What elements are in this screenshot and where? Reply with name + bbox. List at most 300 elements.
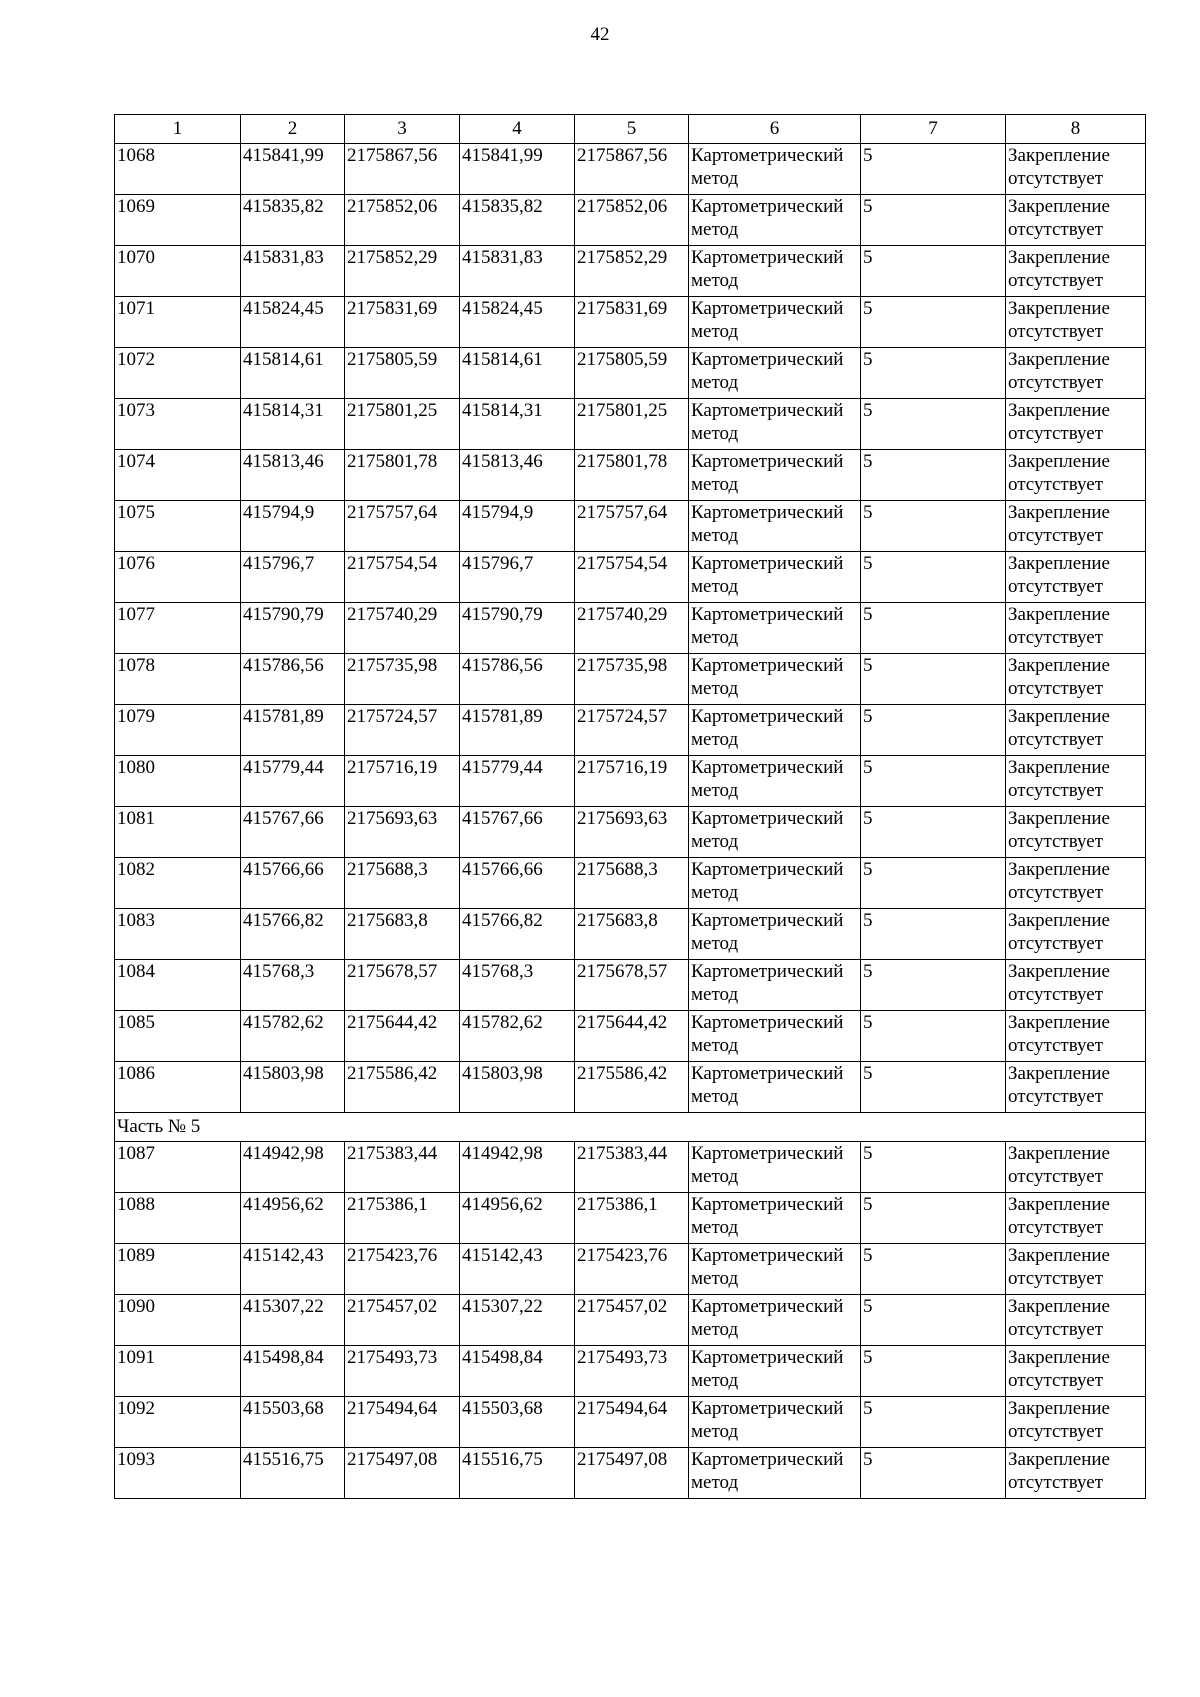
table-row	[115, 1062, 1146, 1113]
y-coord-cell: 2175754,54	[575, 552, 689, 603]
table-row	[115, 297, 1146, 348]
accuracy-cell: 5	[861, 654, 1006, 705]
table-row	[115, 705, 1146, 756]
method-cell	[689, 1448, 861, 1499]
accuracy-cell: 5	[861, 297, 1006, 348]
method-cell	[689, 1011, 861, 1062]
fixing-line: Закрепление	[1008, 1245, 1110, 1266]
method-line: Картометрический	[691, 1245, 844, 1266]
point-number-cell: 1072	[115, 348, 241, 399]
method-cell	[689, 1397, 861, 1448]
method-line: Картометрический	[691, 247, 844, 268]
fixing-line: Закрепление	[1008, 808, 1110, 829]
fixing-line: Закрепление	[1008, 1449, 1110, 1470]
method-cell	[689, 552, 861, 603]
accuracy-cell: 5	[861, 246, 1006, 297]
y-coord-cell: 2175754,54	[345, 552, 460, 603]
x-coord-cell: 415814,31	[460, 399, 575, 450]
x-coord-cell: 415790,79	[241, 603, 345, 654]
method-line: Картометрический	[691, 451, 844, 472]
x-coord-cell: 415796,7	[460, 552, 575, 603]
fixing-line: Закрепление	[1008, 706, 1110, 727]
fixing-line: отсутствует	[1008, 1319, 1104, 1340]
fixing-cell	[1006, 246, 1146, 297]
method-line: метод	[691, 1421, 739, 1442]
x-coord-cell: 415803,98	[241, 1062, 345, 1113]
fixing-cell	[1006, 501, 1146, 552]
method-line: метод	[691, 780, 739, 801]
method-line: метод	[691, 1166, 739, 1187]
method-line: метод	[691, 627, 739, 648]
fixing-line: Закрепление	[1008, 1063, 1110, 1084]
y-coord-cell: 2175457,02	[345, 1295, 460, 1346]
fixing-line: Закрепление	[1008, 1398, 1110, 1419]
x-coord-cell: 415766,82	[241, 909, 345, 960]
fixing-line: Закрепление	[1008, 349, 1110, 370]
fixing-cell	[1006, 909, 1146, 960]
y-coord-cell: 2175867,56	[345, 144, 460, 195]
fixing-line: отсутствует	[1008, 729, 1104, 750]
method-line: метод	[691, 168, 739, 189]
method-line: метод	[691, 933, 739, 954]
fixing-line: отсутствует	[1008, 882, 1104, 903]
method-cell	[689, 1244, 861, 1295]
method-line: Картометрический	[691, 808, 844, 829]
point-number-cell: 1069	[115, 195, 241, 246]
method-cell	[689, 705, 861, 756]
accuracy-cell: 5	[861, 195, 1006, 246]
y-coord-cell: 2175852,29	[575, 246, 689, 297]
method-line: Картометрический	[691, 1347, 844, 1368]
x-coord-cell: 415503,68	[241, 1397, 345, 1448]
method-cell	[689, 450, 861, 501]
table-row	[115, 756, 1146, 807]
y-coord-cell: 2175716,19	[575, 756, 689, 807]
y-coord-cell: 2175386,1	[345, 1193, 460, 1244]
table-row	[115, 1011, 1146, 1062]
point-number-cell: 1090	[115, 1295, 241, 1346]
y-coord-cell: 2175805,59	[345, 348, 460, 399]
fixing-cell	[1006, 450, 1146, 501]
fixing-line: Закрепление	[1008, 145, 1110, 166]
method-cell	[689, 348, 861, 399]
accuracy-cell: 5	[861, 1011, 1006, 1062]
accuracy-cell: 5	[861, 1397, 1006, 1448]
y-coord-cell: 2175678,57	[345, 960, 460, 1011]
coordinates-table	[114, 114, 1146, 1499]
y-coord-cell: 2175801,78	[575, 450, 689, 501]
x-coord-cell: 415516,75	[241, 1448, 345, 1499]
accuracy-cell: 5	[861, 1448, 1006, 1499]
y-coord-cell: 2175716,19	[345, 756, 460, 807]
fixing-cell	[1006, 705, 1146, 756]
method-line: метод	[691, 678, 739, 699]
x-coord-cell: 415766,66	[460, 858, 575, 909]
method-cell	[689, 603, 861, 654]
x-coord-cell: 415814,61	[460, 348, 575, 399]
fixing-line: отсутствует	[1008, 1421, 1104, 1442]
method-line: метод	[691, 576, 739, 597]
fixing-line: отсутствует	[1008, 1166, 1104, 1187]
fixing-line: отсутствует	[1008, 1472, 1104, 1493]
section-title-row	[115, 1113, 1146, 1142]
point-number-cell: 1076	[115, 552, 241, 603]
y-coord-cell: 2175724,57	[345, 705, 460, 756]
y-coord-cell: 2175457,02	[575, 1295, 689, 1346]
page-number: 42	[590, 24, 610, 45]
table-row	[115, 1244, 1146, 1295]
method-line: Картометрический	[691, 349, 844, 370]
method-line: метод	[691, 525, 739, 546]
x-coord-cell: 415831,83	[460, 246, 575, 297]
y-coord-cell: 2175740,29	[345, 603, 460, 654]
method-line: Картометрический	[691, 655, 844, 676]
fixing-line: отсутствует	[1008, 780, 1104, 801]
y-coord-cell: 2175852,06	[345, 195, 460, 246]
y-coord-cell: 2175678,57	[575, 960, 689, 1011]
fixing-cell	[1006, 1193, 1146, 1244]
y-coord-cell: 2175693,63	[575, 807, 689, 858]
fixing-line: отсутствует	[1008, 219, 1104, 240]
method-line: Картометрический	[691, 1296, 844, 1317]
method-line: Картометрический	[691, 961, 844, 982]
column-header: 1	[115, 115, 241, 144]
y-coord-cell: 2175735,98	[345, 654, 460, 705]
fixing-line: отсутствует	[1008, 627, 1104, 648]
column-header: 5	[575, 115, 689, 144]
fixing-line: отсутствует	[1008, 984, 1104, 1005]
table-row	[115, 858, 1146, 909]
fixing-line: отсутствует	[1008, 1370, 1104, 1391]
fixing-line: Закрепление	[1008, 298, 1110, 319]
accuracy-cell: 5	[861, 960, 1006, 1011]
table-row	[115, 1295, 1146, 1346]
fixing-cell	[1006, 603, 1146, 654]
method-line: метод	[691, 1035, 739, 1056]
y-coord-cell: 2175867,56	[575, 144, 689, 195]
y-coord-cell: 2175724,57	[575, 705, 689, 756]
fixing-line: Закрепление	[1008, 502, 1110, 523]
table-row	[115, 1142, 1146, 1193]
fixing-line: отсутствует	[1008, 372, 1104, 393]
point-number-cell: 1068	[115, 144, 241, 195]
fixing-cell	[1006, 807, 1146, 858]
column-header: 2	[241, 115, 345, 144]
x-coord-cell: 415142,43	[241, 1244, 345, 1295]
method-cell	[689, 1142, 861, 1193]
table-row	[115, 399, 1146, 450]
point-number-cell: 1073	[115, 399, 241, 450]
table-row	[115, 909, 1146, 960]
fixing-line: отсутствует	[1008, 168, 1104, 189]
x-coord-cell: 415794,9	[460, 501, 575, 552]
method-line: метод	[691, 1268, 739, 1289]
table-row	[115, 552, 1146, 603]
y-coord-cell: 2175644,42	[575, 1011, 689, 1062]
header-row	[115, 115, 1146, 144]
x-coord-cell: 415767,66	[241, 807, 345, 858]
method-cell	[689, 144, 861, 195]
fixing-line: отсутствует	[1008, 270, 1104, 291]
table-row	[115, 807, 1146, 858]
method-line: метод	[691, 1370, 739, 1391]
method-cell	[689, 399, 861, 450]
fixing-line: отсутствует	[1008, 321, 1104, 342]
x-coord-cell: 415307,22	[241, 1295, 345, 1346]
method-line: Картометрический	[691, 1449, 844, 1470]
y-coord-cell: 2175831,69	[345, 297, 460, 348]
method-line: Картометрический	[691, 1143, 844, 1164]
fixing-line: отсутствует	[1008, 1268, 1104, 1289]
x-coord-cell: 415841,99	[460, 144, 575, 195]
fixing-cell	[1006, 297, 1146, 348]
accuracy-cell: 5	[861, 909, 1006, 960]
fixing-line: Закрепление	[1008, 961, 1110, 982]
y-coord-cell: 2175801,25	[345, 399, 460, 450]
x-coord-cell: 415835,82	[460, 195, 575, 246]
table-row	[115, 1193, 1146, 1244]
method-line: метод	[691, 474, 739, 495]
point-number-cell: 1086	[115, 1062, 241, 1113]
fixing-line: отсутствует	[1008, 576, 1104, 597]
y-coord-cell: 2175852,06	[575, 195, 689, 246]
method-line: метод	[691, 984, 739, 1005]
fixing-cell	[1006, 1062, 1146, 1113]
y-coord-cell: 2175740,29	[575, 603, 689, 654]
x-coord-cell: 415831,83	[241, 246, 345, 297]
x-coord-cell: 415782,62	[460, 1011, 575, 1062]
y-coord-cell: 2175683,8	[345, 909, 460, 960]
y-coord-cell: 2175683,8	[575, 909, 689, 960]
accuracy-cell: 5	[861, 603, 1006, 654]
method-line: метод	[691, 270, 739, 291]
fixing-cell	[1006, 1142, 1146, 1193]
y-coord-cell: 2175494,64	[345, 1397, 460, 1448]
fixing-line: отсутствует	[1008, 474, 1104, 495]
method-line: метод	[691, 831, 739, 852]
x-coord-cell: 414942,98	[460, 1142, 575, 1193]
method-cell	[689, 501, 861, 552]
method-line: Картометрический	[691, 1398, 844, 1419]
y-coord-cell: 2175831,69	[575, 297, 689, 348]
point-number-cell: 1092	[115, 1397, 241, 1448]
y-coord-cell: 2175386,1	[575, 1193, 689, 1244]
method-line: Картометрический	[691, 298, 844, 319]
accuracy-cell: 5	[861, 1346, 1006, 1397]
accuracy-cell: 5	[861, 756, 1006, 807]
method-line: метод	[691, 1319, 739, 1340]
method-line: Картометрический	[691, 145, 844, 166]
y-coord-cell: 2175497,08	[575, 1448, 689, 1499]
x-coord-cell: 415516,75	[460, 1448, 575, 1499]
fixing-line: Закрепление	[1008, 757, 1110, 778]
x-coord-cell: 414956,62	[241, 1193, 345, 1244]
column-header: 8	[1006, 115, 1146, 144]
method-cell	[689, 1295, 861, 1346]
column-header: 4	[460, 115, 575, 144]
point-number-cell: 1082	[115, 858, 241, 909]
fixing-line: Закрепление	[1008, 400, 1110, 421]
x-coord-cell: 415142,43	[460, 1244, 575, 1295]
method-line: Картометрический	[691, 553, 844, 574]
point-number-cell: 1091	[115, 1346, 241, 1397]
accuracy-cell: 5	[861, 1062, 1006, 1113]
method-line: Картометрический	[691, 1194, 844, 1215]
accuracy-cell: 5	[861, 501, 1006, 552]
fixing-cell	[1006, 1295, 1146, 1346]
accuracy-cell: 5	[861, 1295, 1006, 1346]
x-coord-cell: 415824,45	[460, 297, 575, 348]
fixing-line: отсутствует	[1008, 1086, 1104, 1107]
column-header: 6	[689, 115, 861, 144]
x-coord-cell: 415766,82	[460, 909, 575, 960]
fixing-line: Закрепление	[1008, 451, 1110, 472]
method-cell	[689, 756, 861, 807]
fixing-cell	[1006, 654, 1146, 705]
fixing-cell	[1006, 858, 1146, 909]
x-coord-cell: 415814,31	[241, 399, 345, 450]
y-coord-cell: 2175757,64	[345, 501, 460, 552]
x-coord-cell: 415796,7	[241, 552, 345, 603]
table-row	[115, 450, 1146, 501]
fixing-line: Закрепление	[1008, 1194, 1110, 1215]
method-cell	[689, 909, 861, 960]
method-line: метод	[691, 423, 739, 444]
fixing-line: отсутствует	[1008, 678, 1104, 699]
x-coord-cell: 415790,79	[460, 603, 575, 654]
table-row	[115, 501, 1146, 552]
y-coord-cell: 2175494,64	[575, 1397, 689, 1448]
accuracy-cell: 5	[861, 705, 1006, 756]
point-number-cell: 1074	[115, 450, 241, 501]
x-coord-cell: 415768,3	[241, 960, 345, 1011]
y-coord-cell: 2175383,44	[575, 1142, 689, 1193]
fixing-cell	[1006, 960, 1146, 1011]
y-coord-cell: 2175493,73	[575, 1346, 689, 1397]
method-line: Картометрический	[691, 859, 844, 880]
x-coord-cell: 415813,46	[460, 450, 575, 501]
method-line: Картометрический	[691, 196, 844, 217]
point-number-cell: 1088	[115, 1193, 241, 1244]
method-line: метод	[691, 219, 739, 240]
point-number-cell: 1087	[115, 1142, 241, 1193]
point-number-cell: 1093	[115, 1448, 241, 1499]
y-coord-cell: 2175801,78	[345, 450, 460, 501]
x-coord-cell: 415841,99	[241, 144, 345, 195]
fixing-line: отсутствует	[1008, 933, 1104, 954]
method-cell	[689, 858, 861, 909]
x-coord-cell: 415498,84	[460, 1346, 575, 1397]
fixing-cell	[1006, 1346, 1146, 1397]
accuracy-cell: 5	[861, 450, 1006, 501]
method-cell	[689, 654, 861, 705]
method-line: Картометрический	[691, 910, 844, 931]
fixing-line: Закрепление	[1008, 247, 1110, 268]
accuracy-cell: 5	[861, 807, 1006, 858]
point-number-cell: 1080	[115, 756, 241, 807]
fixing-cell	[1006, 1244, 1146, 1295]
accuracy-cell: 5	[861, 348, 1006, 399]
point-number-cell: 1081	[115, 807, 241, 858]
point-number-cell: 1084	[115, 960, 241, 1011]
fixing-line: отсутствует	[1008, 525, 1104, 546]
y-coord-cell: 2175586,42	[575, 1062, 689, 1113]
x-coord-cell: 415803,98	[460, 1062, 575, 1113]
y-coord-cell: 2175801,25	[575, 399, 689, 450]
table-body	[115, 144, 1146, 1499]
fixing-cell	[1006, 1397, 1146, 1448]
x-coord-cell: 415503,68	[460, 1397, 575, 1448]
point-number-cell: 1075	[115, 501, 241, 552]
column-header: 3	[345, 115, 460, 144]
x-coord-cell: 415781,89	[460, 705, 575, 756]
table-row	[115, 195, 1146, 246]
x-coord-cell: 415307,22	[460, 1295, 575, 1346]
fixing-cell	[1006, 348, 1146, 399]
x-coord-cell: 415814,61	[241, 348, 345, 399]
method-line: метод	[691, 882, 739, 903]
method-line: метод	[691, 729, 739, 750]
point-number-cell: 1077	[115, 603, 241, 654]
y-coord-cell: 2175735,98	[575, 654, 689, 705]
method-cell	[689, 297, 861, 348]
x-coord-cell: 415767,66	[460, 807, 575, 858]
table-row	[115, 960, 1146, 1011]
fixing-line: отсутствует	[1008, 423, 1104, 444]
fixing-line: Закрепление	[1008, 859, 1110, 880]
fixing-line: Закрепление	[1008, 1143, 1110, 1164]
table-row	[115, 1448, 1146, 1499]
method-cell	[689, 195, 861, 246]
accuracy-cell: 5	[861, 1142, 1006, 1193]
method-cell	[689, 246, 861, 297]
column-header: 7	[861, 115, 1006, 144]
y-coord-cell: 2175423,76	[345, 1244, 460, 1295]
accuracy-cell: 5	[861, 858, 1006, 909]
x-coord-cell: 415813,46	[241, 450, 345, 501]
fixing-line: Закрепление	[1008, 553, 1110, 574]
y-coord-cell: 2175688,3	[345, 858, 460, 909]
y-coord-cell: 2175493,73	[345, 1346, 460, 1397]
accuracy-cell: 5	[861, 1193, 1006, 1244]
point-number-cell: 1071	[115, 297, 241, 348]
table-header	[115, 115, 1146, 144]
method-line: Картометрический	[691, 757, 844, 778]
y-coord-cell: 2175423,76	[575, 1244, 689, 1295]
fixing-line: Закрепление	[1008, 655, 1110, 676]
point-number-cell: 1078	[115, 654, 241, 705]
method-line: Картометрический	[691, 706, 844, 727]
method-cell	[689, 960, 861, 1011]
point-number-cell: 1079	[115, 705, 241, 756]
table-row	[115, 1397, 1146, 1448]
method-line: Картометрический	[691, 1012, 844, 1033]
x-coord-cell: 415779,44	[241, 756, 345, 807]
method-line: метод	[691, 1472, 739, 1493]
x-coord-cell: 415781,89	[241, 705, 345, 756]
fixing-cell	[1006, 1448, 1146, 1499]
y-coord-cell: 2175586,42	[345, 1062, 460, 1113]
method-line: Картометрический	[691, 1063, 844, 1084]
table-row	[115, 1346, 1146, 1397]
method-line: метод	[691, 1217, 739, 1238]
method-cell	[689, 1193, 861, 1244]
method-cell	[689, 1346, 861, 1397]
point-number-cell: 1070	[115, 246, 241, 297]
x-coord-cell: 415835,82	[241, 195, 345, 246]
method-line: метод	[691, 372, 739, 393]
x-coord-cell: 415766,66	[241, 858, 345, 909]
